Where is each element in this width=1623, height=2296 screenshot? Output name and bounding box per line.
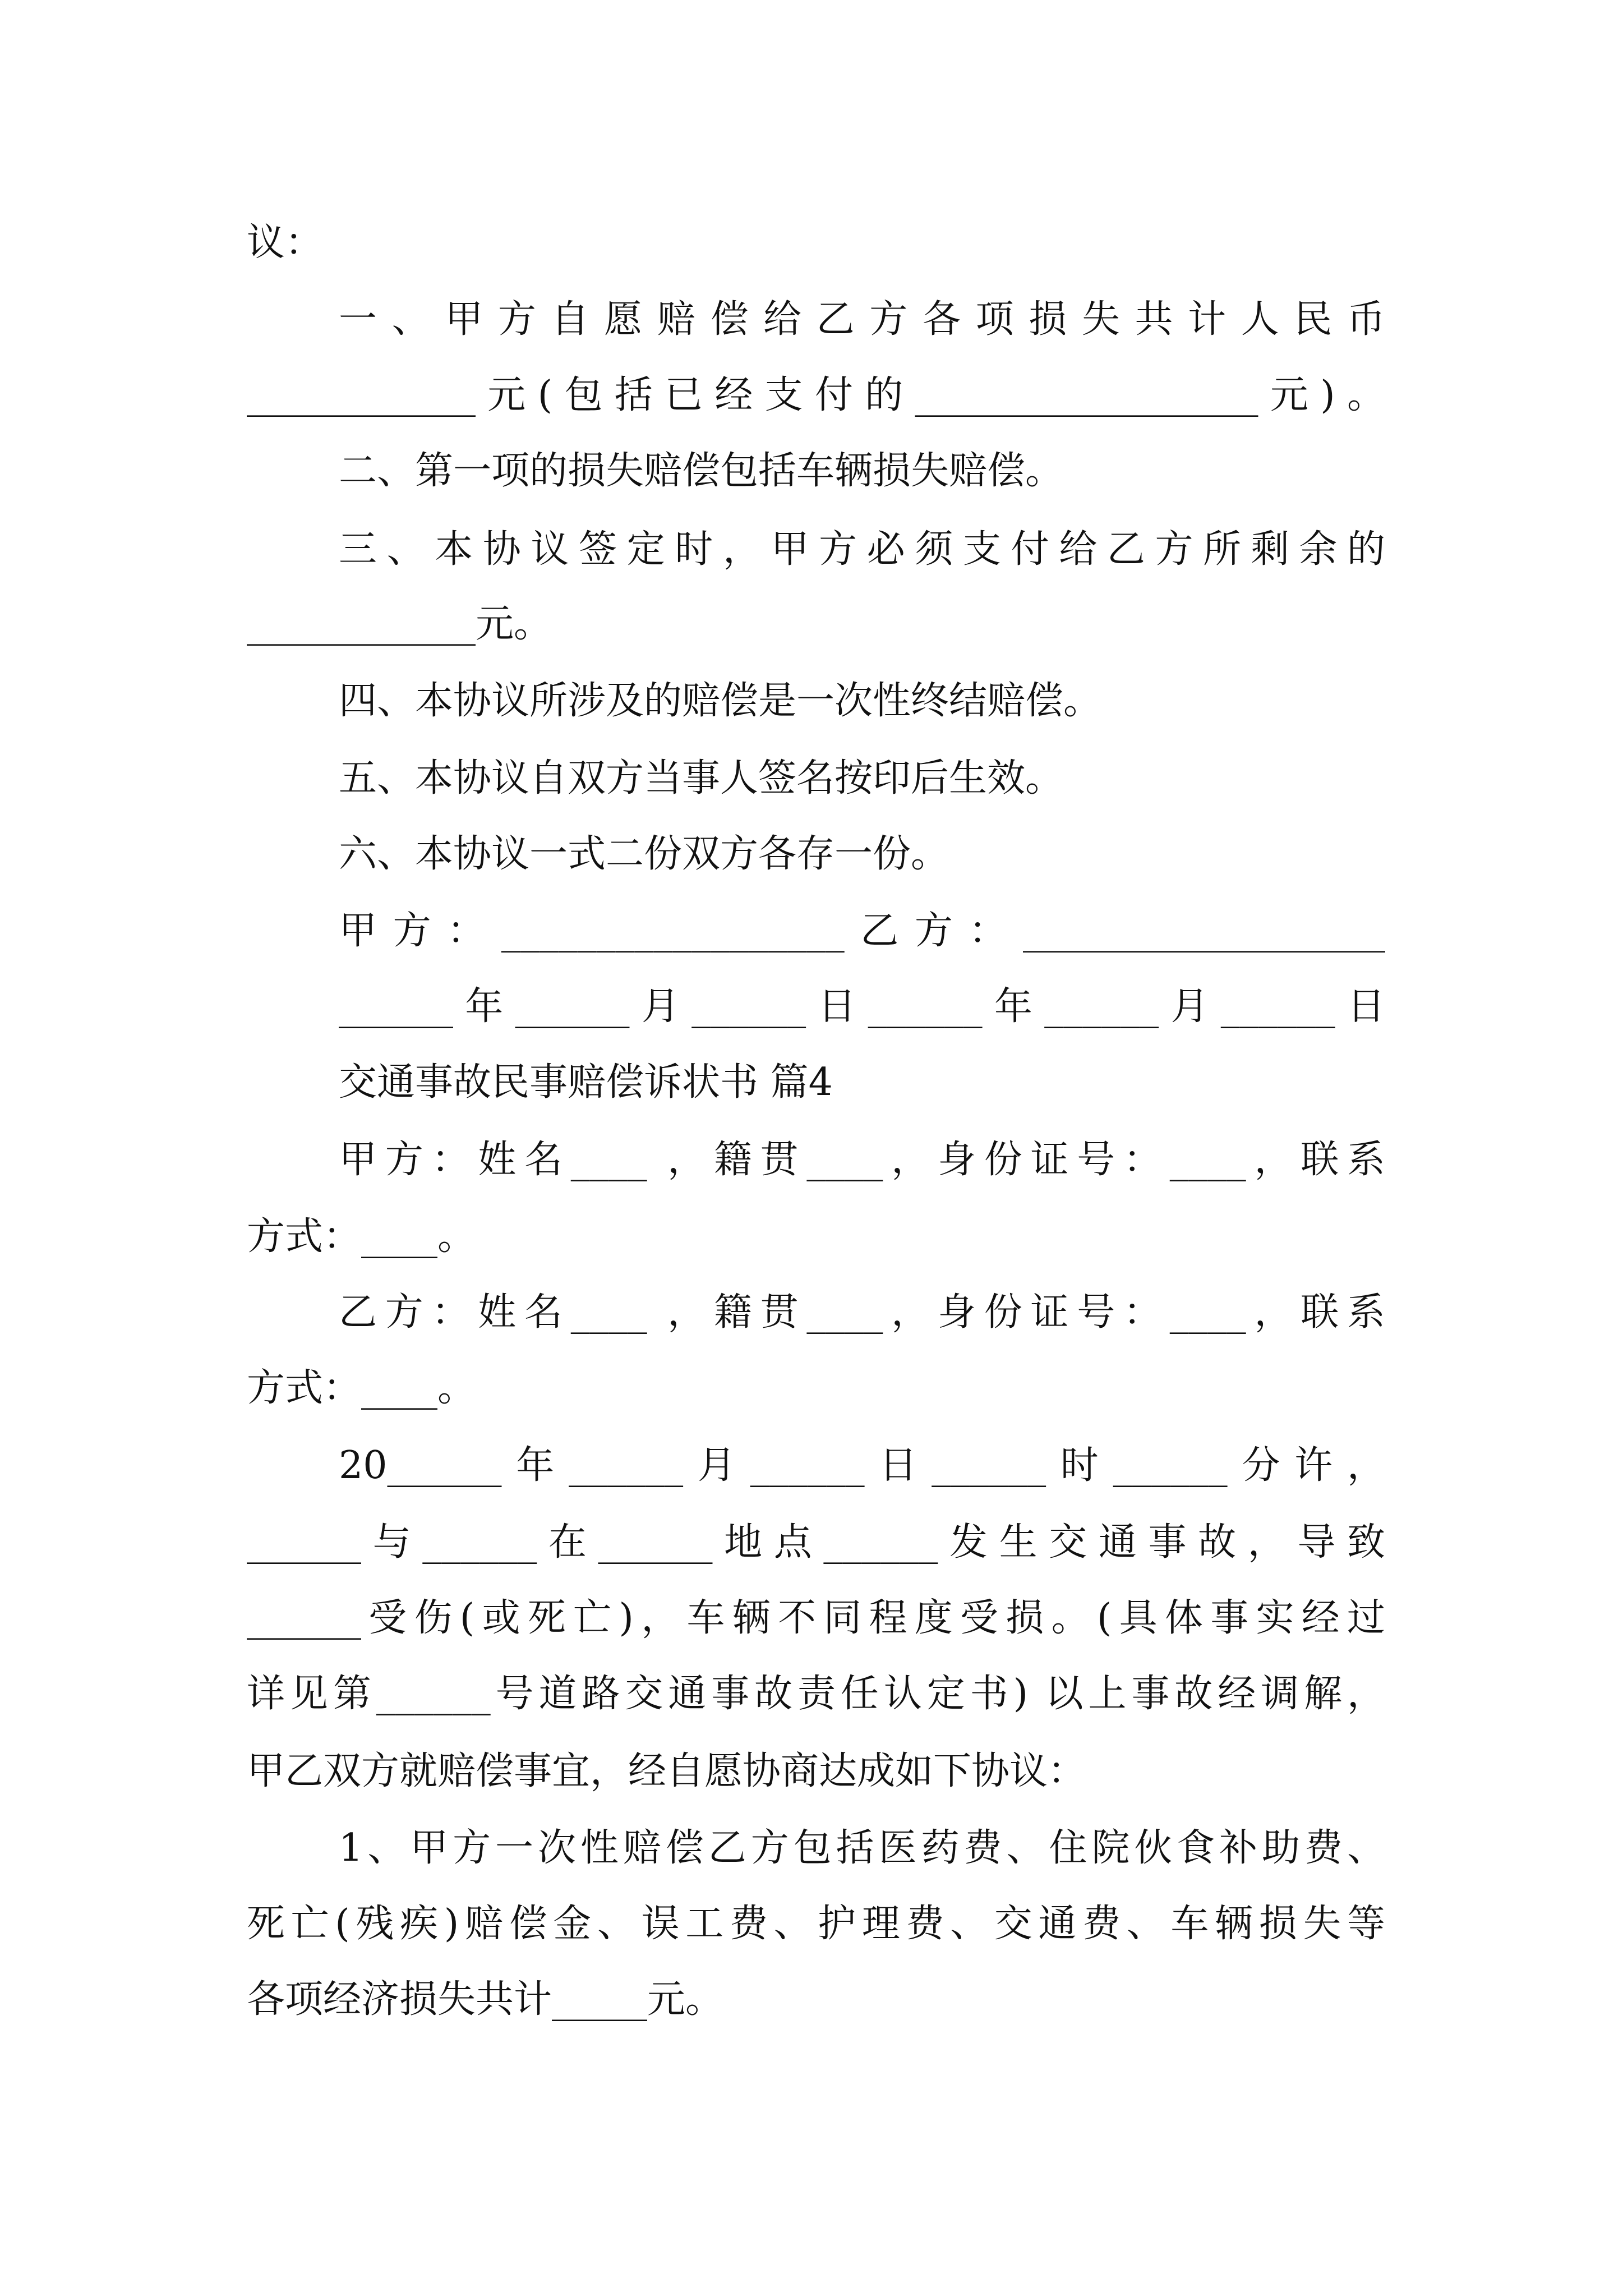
text-line: 五、本协议自双方当事人签名按印后生效。 (339, 756, 1064, 800)
signature-line: 甲方：__________________乙方：___________________ (339, 909, 1385, 953)
date-line: ______年______月______日______年______月______日 (339, 984, 1385, 1029)
text-line: ______与______在______地点______发生交通事故，导致 (247, 1520, 1385, 1565)
text-line: 四、本协议所涉及的赔偿是一次性终结赔偿。 (339, 679, 1102, 723)
text-line: 三、本协议签定时，甲方必须支付给乙方所剩余的 (339, 527, 1385, 572)
text-line: 二、第一项的损失赔偿包括车辆损失赔偿。 (339, 449, 1064, 493)
text-line: ____________元(包括已经支付的__________________元)。 (247, 373, 1385, 417)
text-line: 各项经济损失共计_____元。 (247, 1977, 724, 2022)
text-line: 详见第______号道路交通事故责任认定书) 以上事故经调解， (247, 1672, 1385, 1716)
text-line: 甲方：姓名____ ，籍贯____，身份证号：____，联系 (339, 1138, 1385, 1182)
text-line: 死亡(残疾)赔偿金、误工费、护理费、交通费、车辆损失等 (247, 1902, 1385, 1946)
text-line: 方式：____。 (247, 1214, 476, 1259)
text-line: ______受伤(或死亡)，车辆不同程度受损。(具体事实经过 (247, 1596, 1385, 1640)
text-line: ____________元。 (247, 602, 552, 646)
section-heading: 交通事故民事赔偿诉状书 篇4 (339, 1060, 833, 1105)
text-line: 乙方：姓名____ ，籍贯____，身份证号：____，联系 (339, 1290, 1385, 1335)
text-line: 方式：____。 (247, 1366, 476, 1410)
text-line: 一、甲方自愿赔偿给乙方各项损失共计人民币 (339, 297, 1385, 342)
text-line: 议： (247, 220, 324, 265)
text-line: 20______年______月______日______时______分许， (339, 1443, 1385, 1488)
text-line: 甲乙双方就赔偿事宜，经自愿协商达成如下协议： (247, 1749, 1086, 1793)
text-line: 六、本协议一式二份双方各存一份。 (339, 832, 949, 876)
text-line: 1、甲方一次性赔偿乙方包括医药费、住院伙食补助费、 (339, 1826, 1385, 1870)
